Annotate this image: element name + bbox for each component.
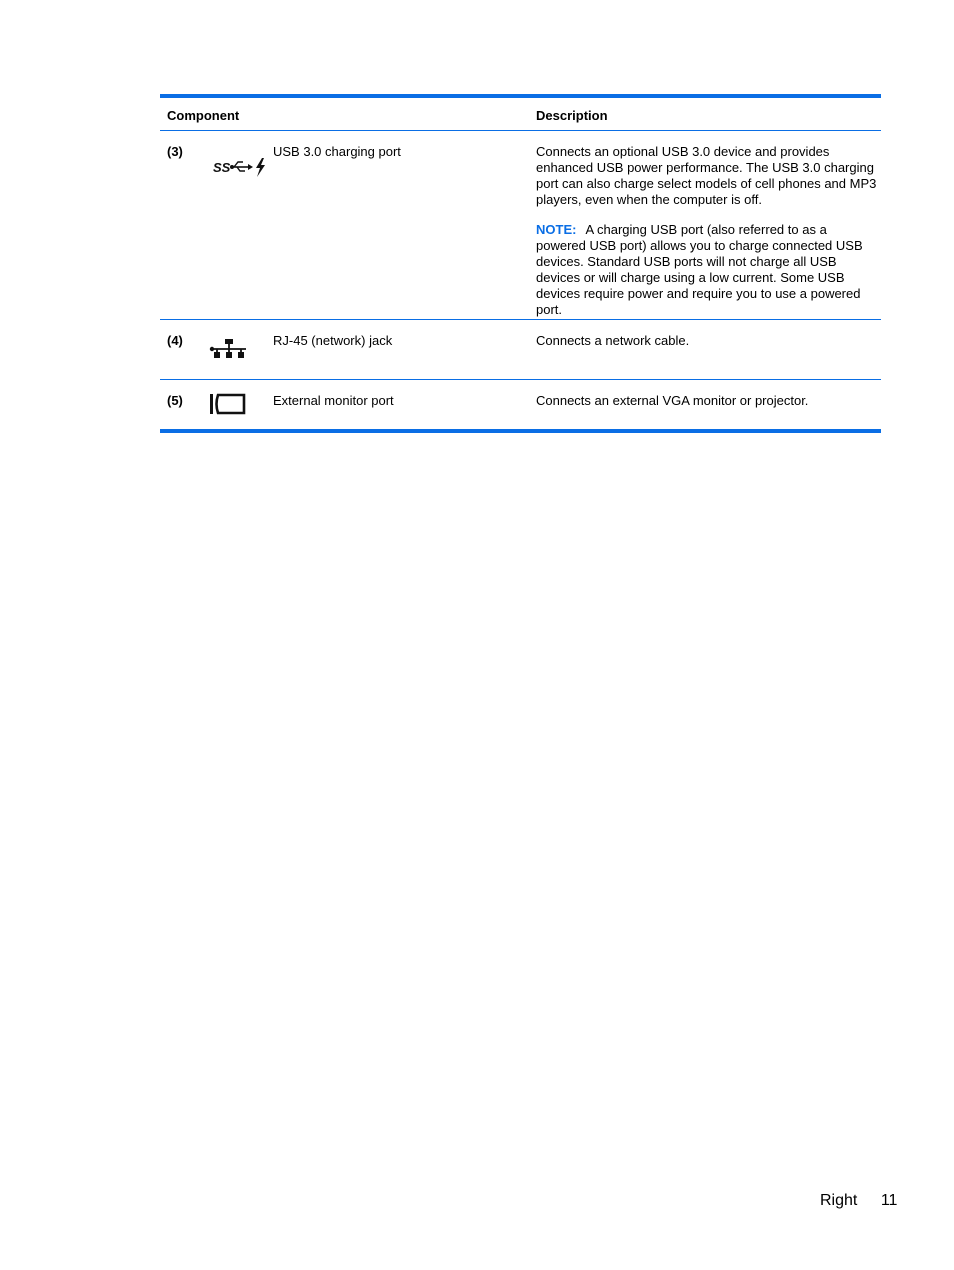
svg-text:SS: SS [213, 160, 231, 175]
note-label: NOTE: [536, 222, 577, 237]
external-monitor-icon [209, 393, 247, 420]
table-row [160, 320, 881, 380]
footer-section-label: Right [820, 1192, 858, 1209]
page-footer [820, 1192, 897, 1210]
component-name: USB 3.0 charging port [273, 144, 401, 159]
header-component: Component [167, 108, 240, 123]
usb-superspeed-charging-icon [212, 156, 270, 183]
page-number: 11 [880, 1192, 898, 1209]
note [536, 222, 878, 318]
table-header-row [160, 98, 881, 131]
table-row [160, 380, 881, 429]
component-name: External monitor port [273, 393, 394, 408]
component-table [160, 94, 881, 433]
component-description [536, 144, 878, 318]
row-number: (5) [167, 393, 183, 408]
component-name: RJ-45 (network) jack [273, 333, 393, 348]
table-row [160, 131, 881, 320]
header-description: Description [536, 108, 608, 123]
description-text: Connects an optional USB 3.0 device and provides enhanced USB power performance. The USB 3.0 charging port can also charge select models of cell phones and MP3 players, even when the computer is off. [536, 144, 877, 207]
row-number: (4) [167, 333, 183, 348]
note-text: A charging USB port (also referred to as a powered USB port) allows you to charge connected USB devices. Standard USB ports will not charge all USB devices or will charge using a low current. Some USB devices require power and require you to use a powered port. [536, 222, 863, 317]
component-description: Connects a network cable. [536, 333, 690, 348]
network-jack-icon [209, 338, 249, 365]
row-number: (3) [167, 144, 183, 159]
component-description: Connects an external VGA monitor or projector. [536, 393, 809, 408]
